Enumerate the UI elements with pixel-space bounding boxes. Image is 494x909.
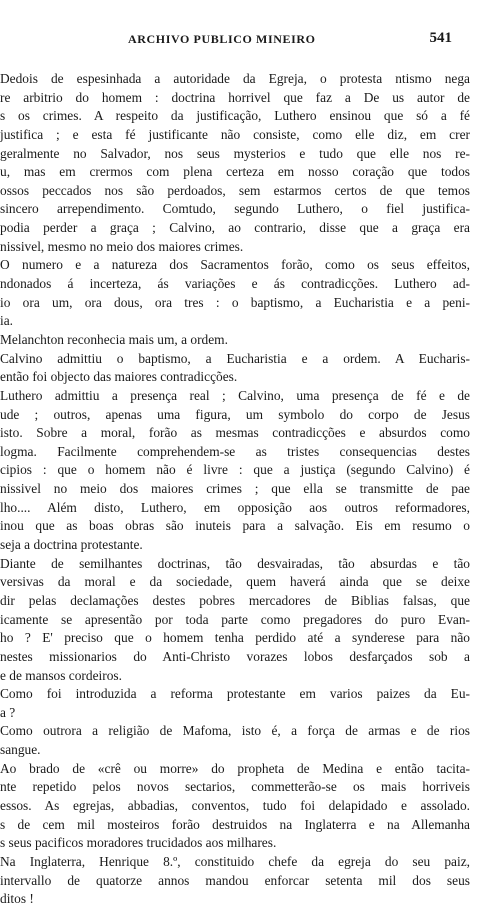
text-line: Diante de semilhantes doctrinas, tão desvairadas, tão absurdas e tão — [0, 555, 470, 571]
text-line: re arbitrio do homem : doctrina horrivel que faz a De us autor de — [0, 89, 470, 105]
text-line: lho.... Além disto, Luthero, em opposição aos outros reformadores, — [0, 499, 470, 515]
text-line: Ao brado de «crê ou morre» do propheta de Medina e então tacita- — [0, 760, 470, 776]
text-line: essos. As egrejas, abbadias, conventos, tudo foi delapidado e assolado. — [0, 797, 470, 813]
text-line: então foi objecto das maiores contradicções. — [0, 369, 238, 385]
text-line: ude ; outros, apenas uma figura, um symbolo do corpo de Jesus — [0, 406, 470, 422]
text-line: inou que as boas obras são inuteis para a salvação. Eis em resumo o — [0, 518, 470, 534]
text-line: nestes missionarios do Anti-Christo vorazes lobos desfarçados sob a — [0, 648, 470, 664]
text-line: u, mas em crermos com plena certeza em nosso coração que todos — [0, 164, 470, 180]
text-line: nte repetido pelos novos sectarios, commetterão-se os mais horriveis — [0, 779, 470, 795]
text-line: logma. Facilmente comprehendem-se as tristes consequencias destes — [0, 443, 470, 459]
text-line: a ? — [0, 704, 16, 720]
text-line: Calvino admittiu o baptismo, a Eucharistia e a ordem. A Eucharis- — [0, 350, 470, 366]
text-line: versivas da moral e da sociedade, quem haverá ainda que se deixe — [0, 574, 470, 590]
text-line: dir pelas declamações destes pobres mercadores de Biblias falsas, que — [0, 592, 470, 608]
text-line: ndonados á incerteza, ás variações e ás contradicções. Luthero ad- — [0, 276, 470, 292]
text-line: cipios : que o homem não é livre : que a justiça (segundo Calvino) é — [0, 462, 470, 478]
text-line: io ora um, ora dous, ora tres : o baptismo, a Eucharistia e a peni- — [0, 294, 470, 310]
text-line: s os crimes. A respeito da justificação, Luthero ensinou que só a fé — [0, 108, 470, 124]
text-line: intervallo de quatorze annos mandou enforcar setenta mil dos seus — [0, 872, 470, 888]
text-line: nissivel no meio dos maiores crimes ; que ella se transmitte de pae — [0, 481, 470, 497]
text-line: sincero arrependimento. Comtudo, segundo Luthero, o fiel justifica- — [0, 201, 470, 217]
text-line: nissivel, mesmo no meio dos maiores crimes. — [0, 238, 244, 254]
text-line: seja a doctrina protestante. — [0, 537, 143, 553]
text-line: Luthero admittiu a presença real ; Calvino, uma presença de fé e de — [0, 387, 470, 403]
text-line: ia. — [0, 313, 14, 329]
running-head — [0, 30, 494, 54]
text-line: isto. Sobre a moral, forão as mesmas contradicções e absurdos como — [0, 425, 470, 441]
text-line: Melanchton reconhecia mais um, a ordem. — [0, 331, 228, 347]
body-text — [0, 70, 494, 909]
text-line: Na Inglaterra, Henrique 8.º, constituido chefe da egreja do seu paiz, — [0, 853, 470, 869]
text-line: justifica ; e esta fé justificante não consiste, como elle diz, em crer — [0, 126, 470, 142]
text-line: e de mansos cordeiros. — [0, 667, 122, 683]
text-line: ho ? E' preciso que o homem tenha perdido até a synderese para não — [0, 630, 470, 646]
text-line: O numero e a natureza dos Sacramentos forão, como os seus effeitos, — [0, 257, 470, 273]
text-line: Dedois de espesinhada a autoridade da Egreja, o protesta ntismo nega — [0, 71, 470, 86]
text-line: s seus pacificos moradores trucidados aos milhares. — [0, 835, 277, 851]
text-line: Como outrora a religião de Mafoma, isto é, a força de armas e de rios — [0, 723, 470, 739]
text-line: sangue. — [0, 742, 41, 758]
text-line: icamente se apresentão por toda parte como pregadores do puro Evan- — [0, 611, 470, 627]
text-line: podia perder a graça ; Calvino, ao contrario, disse que a graça era — [0, 220, 470, 236]
page-number: 541 — [429, 30, 452, 46]
text-line: s de cem mil mosteiros forão destruidos na Inglaterra e na Allemanha — [0, 816, 470, 832]
text-line: ditos ! — [0, 891, 34, 907]
running-head-title: ARCHIVO PUBLICO MINEIRO — [128, 32, 316, 46]
text-line: Como foi introduzida a reforma protestante em varios paizes da Eu- — [0, 686, 470, 702]
text-line: geralmente no Salvador, nos seus mysterios e tudo que elle nos re- — [0, 145, 470, 161]
text-line: ossos peccados nos são perdoados, sem estarmos certos de que temos — [0, 182, 470, 198]
